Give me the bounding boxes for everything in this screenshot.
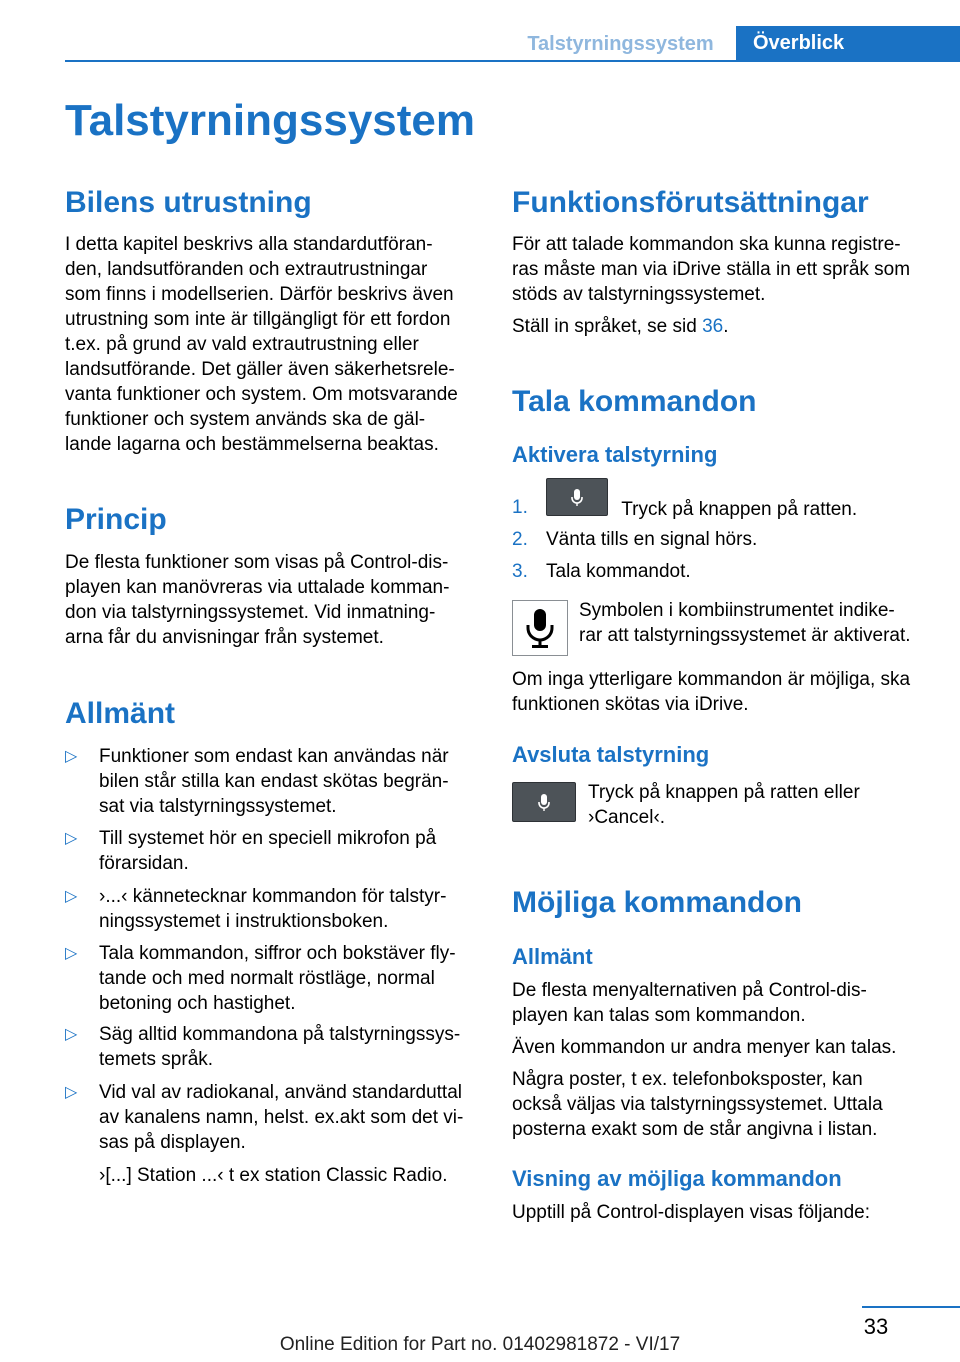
bullet-marker-icon: ▷ bbox=[65, 1026, 78, 1043]
equipment-text: I detta kapitel beskrivs alla standardutföran- den, landsutföranden och extrautrustningar som finns i modellserien. Därför beskrivs även utrustning som inte är tillgängligt för ett fordon t.ex. på grund av vald extrautrustning eller landsutförande. Det gäller även säkerhetsrele- vanta funktioner och system. Om motsvarande funktioner och system används ska de gäl- lande lagarna och bestämmelserna beaktas. bbox=[65, 234, 458, 455]
prerequisites-text: För att talade kommandon ska kunna registre- ras måste man via iDrive ställa in ett språk som stöds av talstyrningssystemet. bbox=[512, 234, 911, 305]
bullet-marker-icon: ▷ bbox=[65, 888, 78, 905]
bullet-marker-icon: ▷ bbox=[65, 945, 78, 962]
step-item: 1. Tryck på knappen på ratten. bbox=[512, 478, 932, 518]
microphone-icon bbox=[570, 488, 584, 508]
heading-prerequisites: Funktionsförutsättningar bbox=[512, 186, 869, 219]
language-reference: Ställ in språket, se sid 36. bbox=[512, 316, 729, 337]
bullet-marker-icon: ▷ bbox=[65, 1084, 78, 1101]
voice-button-icon bbox=[512, 782, 576, 822]
header-section: Talstyrningssystem bbox=[527, 33, 714, 55]
bullet-item: ▷ Säg alltid kommandona på talstyrningssys- temets språk. bbox=[65, 1024, 461, 1070]
step-item: 2. Vänta tills en signal hörs. bbox=[512, 529, 758, 550]
bullet-item: ▷ Funktioner som endast kan användas när bilen står stilla kan endast skötas begrän- sat via talstyrningssystemet. bbox=[65, 746, 449, 817]
heading-equipment: Bilens utrustning bbox=[65, 186, 312, 219]
bullet-item: ▷ Till systemet hör en speciell mikrofon på förarsidan. bbox=[65, 828, 437, 874]
heading-possible-commands: Möjliga kommandon bbox=[512, 886, 803, 919]
page-number: 33 bbox=[863, 1314, 889, 1339]
heading-display-commands: Visning av möjliga kommandon bbox=[512, 1166, 842, 1191]
heading-speak-commands: Tala kommandon bbox=[512, 385, 757, 418]
page-link[interactable]: 36 bbox=[702, 316, 724, 337]
voice-button-icon bbox=[546, 478, 608, 516]
page-title: Talstyrningssystem bbox=[65, 96, 476, 145]
heading-end: Avsluta talstyrning bbox=[512, 742, 710, 767]
bullet-marker-icon: ▷ bbox=[65, 748, 78, 765]
footer-rule bbox=[862, 1306, 960, 1308]
step-item: 3. Tala kommandot. bbox=[512, 561, 691, 582]
bullet-marker-icon: ▷ bbox=[65, 830, 78, 847]
bullet-item: ▷ ›...‹ kännetecknar kommandon för talstyr- ningssystemet i instruktionsboken. bbox=[65, 886, 447, 932]
header-tab: Överblick bbox=[736, 26, 960, 62]
heading-general: Allmänt bbox=[65, 697, 176, 730]
heading-general-right: Allmänt bbox=[512, 944, 593, 969]
heading-activate: Aktivera talstyrning bbox=[512, 442, 718, 467]
station-example: ›[...] Station ...‹ t ex station Classic Radio. bbox=[99, 1165, 448, 1186]
heading-principle: Princip bbox=[65, 503, 167, 536]
header-rule bbox=[65, 60, 960, 62]
mic-symbol-icon bbox=[512, 600, 568, 656]
no-more-commands-text: Om inga ytterligare kommandon är möjliga, ska funktionen skötas via iDrive. bbox=[512, 669, 911, 715]
footer-text: Online Edition for Part no. 01402981872 - VI/17 bbox=[279, 1334, 681, 1355]
microphone-icon bbox=[513, 601, 567, 655]
menu-commands-text: De flesta menyalternativen på Control-dis- playen kan talas som kommandon. bbox=[512, 980, 867, 1026]
symbol-text: Symbolen i kombiinstrumentet indike- rar att talstyrningssystemet är aktiverat. bbox=[579, 600, 911, 646]
display-text: Upptill på Control-displayen visas följande: bbox=[512, 1202, 871, 1223]
end-text: Tryck på knappen på ratten eller ›Cancel‹. bbox=[588, 782, 860, 828]
principle-text: De flesta funktioner som visas på Control-dis- playen kan manövreras via uttalade komman- don via talstyrningssystemet. Vid inmatning- arna får du anvisningar från systemet. bbox=[65, 552, 450, 648]
entries-text: Några poster, t ex. telefonboksposter, kan också väljas via talstyrningssystemet. Uttala posterna exakt som de står angivna i listan. bbox=[512, 1069, 883, 1140]
bullet-item: ▷ Tala kommandon, siffror och bokstäver fly- tande och med normalt röstläge, normal betoning och hastighet. bbox=[65, 943, 456, 1014]
bullet-item: ▷ Vid val av radiokanal, använd standarduttal av kanalens namn, helst. ex.akt som det vi- sas på displayen. bbox=[65, 1082, 464, 1153]
other-menus-text: Även kommandon ur andra menyer kan talas. bbox=[512, 1037, 897, 1058]
microphone-icon bbox=[537, 793, 551, 813]
